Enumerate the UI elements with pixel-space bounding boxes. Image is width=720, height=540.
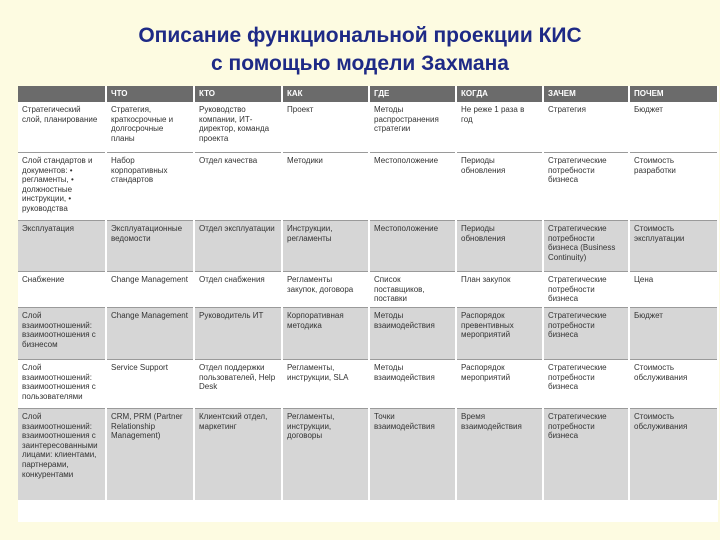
table-cell: Стратегические потребности бизнеса (Business Continuity) [543,221,629,272]
table-cell: CRM, PRM (Partner Relationship Management) [106,409,194,501]
row-label-cell: Слой взаимоотношений: взаимоотношения с бизнесом [18,308,106,360]
table-row [18,308,718,360]
table-row [18,409,718,501]
table-cell: Местоположение [369,221,456,272]
table-cell: Периоды обновления [456,221,543,272]
table-cell: Стратегия, краткосрочные и долгосрочные планы [106,102,194,153]
table-cell: Бюджет [629,102,718,153]
table-cell: Стоимость обслуживания [629,409,718,501]
table-cell: Стратегические потребности бизнеса [543,153,629,221]
table-cell: Клиентский отдел, маркетинг [194,409,282,501]
table-cell: Стоимость разработки [629,153,718,221]
table-cell: Распорядок превентивных мероприятий [456,308,543,360]
table-cell: Бюджет [629,308,718,360]
table-cell: Корпоративная методика [282,308,369,360]
header-cell-what: ЧТО [106,86,194,102]
table-cell: Методы распространения стратегии [369,102,456,153]
table-row [18,102,718,153]
row-label-cell: Слой взаимоотношений: взаимоотношения с заинтересованными лицами: клиентами, партнерами, конкурентами [18,409,106,501]
table-cell: Точки взаимодействия [369,409,456,501]
table-cell: Список поставщиков, поставки [369,272,456,308]
table-cell: Регламенты закупок, договора [282,272,369,308]
row-label-cell: Эксплуатация [18,221,106,272]
table-cell: Change Management [106,308,194,360]
table-cell: Стратегические потребности бизнеса [543,409,629,501]
title-line-2: с помощью модели Захмана [211,52,509,75]
row-label-cell: Стратегический слой, планирование [18,102,106,153]
table-cell: План закупок [456,272,543,308]
table-cell: Методы взаимодействия [369,360,456,409]
table-cell: Стратегические потребности бизнеса [543,272,629,308]
table-header-row [18,86,718,102]
zachman-table-container [18,86,718,522]
zachman-table [18,86,719,500]
table-cell: Цена [629,272,718,308]
table-cell: Периоды обновления [456,153,543,221]
header-cell-why: ЗАЧЕМ [543,86,629,102]
table-row [18,221,718,272]
table-cell: Руководство компании, ИТ-директор, команда проекта [194,102,282,153]
table-cell: Инструкции, регламенты [282,221,369,272]
table-row [18,272,718,308]
table-cell: Отдел снабжения [194,272,282,308]
header-cell-when: КОГДА [456,86,543,102]
table-cell: Стратегия [543,102,629,153]
table-cell: Стоимость обслуживания [629,360,718,409]
table-cell: Распорядок мероприятий [456,360,543,409]
title-line-1: Описание функциональной проекции КИС [138,24,582,47]
header-cell-where: ГДЕ [369,86,456,102]
table-cell: Стратегические потребности бизнеса [543,360,629,409]
row-label-cell: Слой стандартов и документов: • регламенты, • должностные инструкции, • руководства [18,153,106,221]
table-cell: Набор корпоративных стандартов [106,153,194,221]
header-cell-cost: ПОЧЕМ [629,86,718,102]
table-cell: Не реже 1 раза в год [456,102,543,153]
table-cell: Стоимость эксплуатации [629,221,718,272]
table-cell: Регламенты, инструкции, SLA [282,360,369,409]
table-cell: Service Support [106,360,194,409]
header-cell-who: КТО [194,86,282,102]
table-cell: Методы взаимодействия [369,308,456,360]
table-cell: Время взаимодействия [456,409,543,501]
table-cell: Стратегические потребности бизнеса [543,308,629,360]
row-label-cell: Снабжение [18,272,106,308]
table-cell: Отдел качества [194,153,282,221]
table-cell: Эксплуатационные ведомости [106,221,194,272]
table-cell: Проект [282,102,369,153]
table-cell: Регламенты, инструкции, договоры [282,409,369,501]
table-cell: Местоположение [369,153,456,221]
table-cell: Change Management [106,272,194,308]
table-cell: Руководитель ИТ [194,308,282,360]
slide-title [0,22,720,78]
table-cell: Отдел поддержки пользователей, Help Desk [194,360,282,409]
header-cell-blank [18,86,106,102]
header-cell-how: КАК [282,86,369,102]
table-cell: Методики [282,153,369,221]
row-label-cell: Слой взаимоотношений: взаимоотношения с пользователями [18,360,106,409]
table-cell: Отдел эксплуатации [194,221,282,272]
table-row [18,153,718,221]
table-row [18,360,718,409]
